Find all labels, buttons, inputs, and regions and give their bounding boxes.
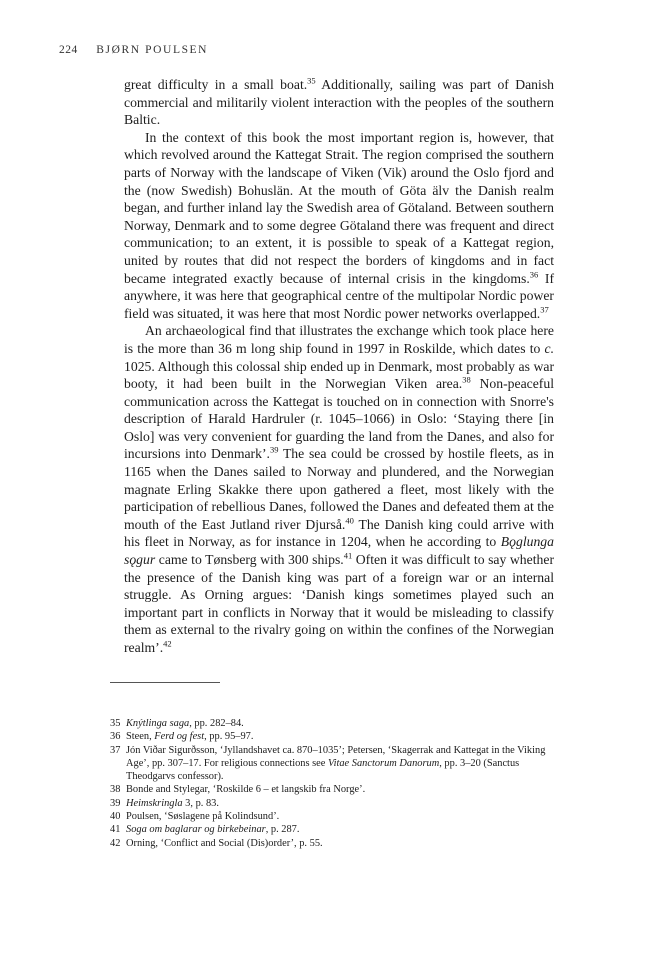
footnote-separator bbox=[110, 682, 220, 683]
footnote bbox=[110, 810, 555, 823]
text-run: Often it was difficult to say whether the presence of the Danish king was part of a foreign war or an internal struggle. As Orning argues: ‘Danish kings sometimes played such an important part in conflicts in Norway that it would be misleading to classify them as external to the rivalry going on within the confines of the Norwegian realm’. bbox=[124, 552, 554, 655]
footnote bbox=[110, 730, 555, 743]
text-run: , pp. 95–97. bbox=[204, 731, 254, 743]
footnote-number: 36 bbox=[110, 731, 121, 743]
footnote-marker: 38 bbox=[462, 374, 471, 385]
text-run: 1025. Although this colossal ship ended up in Denmark, most probably as war booty, it had been built in the Norwegian Viken area. bbox=[124, 358, 554, 392]
text-run: If anywhere, it was here that geographical centre of the multipolar Nordic power field was situated, it was here that most Nordic power networks overlapped. bbox=[124, 270, 554, 321]
italic-text: Ferd og fest bbox=[154, 731, 205, 743]
text-run: 3, p. 83. bbox=[182, 797, 219, 809]
footnote-number: 39 bbox=[110, 797, 121, 809]
footnote-number: 35 bbox=[110, 718, 121, 729]
running-head bbox=[59, 44, 208, 56]
footnote bbox=[110, 744, 555, 784]
paragraph bbox=[124, 129, 554, 323]
footnote-text bbox=[126, 718, 244, 729]
italic-text: Vitae Sanctorum Danorum bbox=[328, 757, 440, 769]
running-title: BJØRN POULSEN bbox=[96, 44, 209, 56]
footnote-marker: 39 bbox=[269, 444, 279, 455]
italic-text: c. bbox=[544, 340, 554, 356]
text-run: , pp. 3–20 (Sanctus Theodgarvs confessor). bbox=[126, 757, 520, 783]
text-run: Steen, bbox=[126, 731, 155, 743]
footnote-marker: 36 bbox=[529, 268, 539, 279]
text-run: , pp. 282–84. bbox=[189, 718, 244, 729]
footnote bbox=[110, 783, 555, 796]
text-run: Additionally, sailing was part of Danish commercial and militarily violent interaction with the peoples of the southern Baltic. bbox=[124, 77, 554, 128]
text-run: Orning, ‘Conflict and Social (Dis)order’, p. 55. bbox=[126, 837, 323, 849]
footnote-text bbox=[126, 838, 323, 849]
italic-text: Knýtlinga saga bbox=[126, 718, 190, 729]
footnote-text bbox=[126, 811, 279, 822]
footnote bbox=[110, 837, 555, 850]
italic-text: Bǫglunga sǫgur bbox=[124, 534, 554, 568]
text-run: In the context of this book the most important region is, however, that which revolved around the Kattegat Strait. The region comprised the southern parts of Norway with the landscape of Viken (Vik) around the Oslo fjord and the (now Swedish) Bohuslän. At the mouth of Göta älv the Danish realm began, and further inland lay the Swedish area of Götaland. Between southern Norway, Denmark and to some degree Götaland there was frequent and direct communication; to an extent, it is possible to speak of a Kattegat region, united by routes that did not respect the borders of kingdoms and in fact became integrated exactly because of internal crisis in the kingdoms. bbox=[124, 129, 554, 286]
footnote-marker: 35 bbox=[307, 75, 316, 86]
footnote-number: 42 bbox=[110, 837, 121, 849]
footnote-text bbox=[126, 745, 545, 783]
text-run: Non-peaceful communication across the Kattegat is touched on in connection with Snorre's description of Harald Hardruler (r. 1045–1066) in Oslo: ‘Staying there [in Oslo] was very convenient for guarding the land from the Danes, and also for incursions into Denmark’. bbox=[124, 376, 555, 462]
text-run: , p. 287. bbox=[265, 824, 300, 836]
text-run: great difficulty in a small boat. bbox=[124, 77, 308, 92]
footnote-text bbox=[126, 798, 219, 809]
footnote-number: 37 bbox=[110, 744, 121, 756]
text-run: Poulsen, ‘Søslagene på Kolindsund’. bbox=[126, 811, 280, 823]
text-run: Jón Viðar Sigurðsson, ‘Jyllandshavet ca. 870–1035’; Petersen, ‘Skagerrak and Kattegat in the Viking Age’, pp. 307–17. For religious connections see bbox=[126, 744, 546, 769]
footnote bbox=[110, 823, 555, 836]
footnote bbox=[110, 797, 555, 810]
text-run: came to Tønsberg with 300 ships. bbox=[155, 552, 344, 568]
text-run: The Danish king could arrive with his fleet in Norway, as for instance in 1204, when he according to bbox=[124, 516, 554, 550]
page-number: 224 bbox=[59, 44, 78, 56]
footnote-text bbox=[126, 824, 299, 835]
footnote-number: 41 bbox=[110, 824, 121, 836]
paragraph bbox=[124, 322, 554, 656]
footnote-number: 38 bbox=[110, 784, 121, 796]
text-run: An archaeological find that illustrates the exchange which took place here is the more than 36 m long ship found in 1997 in Roskilde, which dates to bbox=[124, 323, 554, 356]
italic-text: Heimskringla bbox=[126, 797, 183, 809]
footnote-text bbox=[126, 784, 365, 795]
italic-text: Soga om baglarar og birkebeinar bbox=[126, 824, 266, 836]
footnote-marker: 42 bbox=[163, 638, 172, 649]
footnote-marker: 40 bbox=[345, 515, 354, 526]
footnote-number: 40 bbox=[110, 811, 121, 823]
footnotes-list bbox=[110, 717, 555, 850]
text-run: Bonde and Stylegar, ‘Roskilde 6 – et langskib fra Norge’. bbox=[126, 784, 366, 796]
footnote-marker: 37 bbox=[540, 304, 549, 315]
body-text bbox=[124, 76, 554, 657]
footnote-marker: 41 bbox=[343, 550, 353, 561]
paragraph bbox=[124, 76, 554, 129]
footnote-text bbox=[126, 731, 253, 742]
footnote bbox=[110, 717, 555, 730]
text-run: The sea could be crossed by hostile fleets, as in 1165 when the Danes sailed to Norway and plundered, and the Norwegian magnate Erling Skakke there upon gathered a fleet, most likely with the participation of rebellious Danes, followed the Danes and defeated them at the mouth of the East Jutland river Djurså. bbox=[124, 446, 555, 532]
